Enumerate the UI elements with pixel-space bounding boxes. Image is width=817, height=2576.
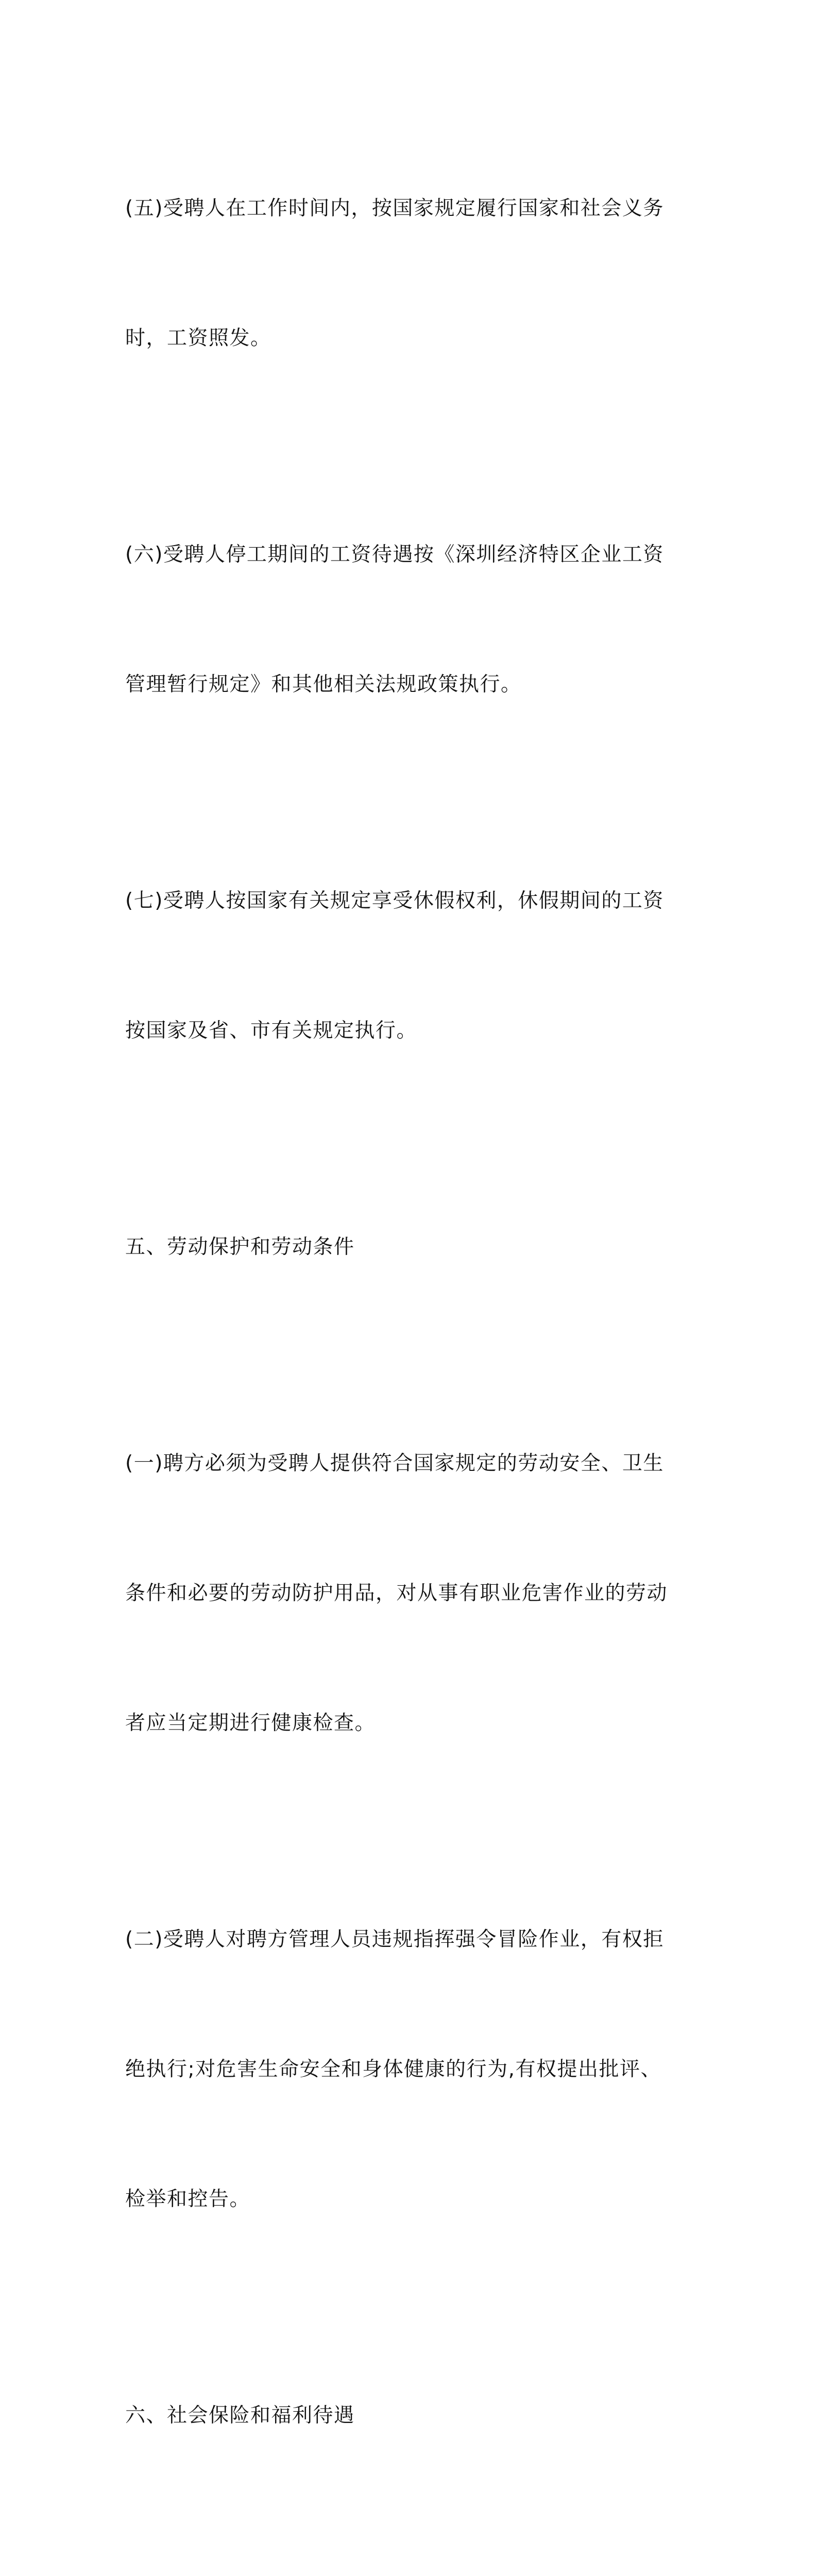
text-line: (六)受聘人停工期间的工资待遇按《深圳经济特区企业工资 <box>125 543 664 566</box>
text-line: 按国家及省、市有关规定执行。 <box>125 1019 418 1042</box>
section-heading: 六、社会保险和福利待遇 <box>125 2404 355 2427</box>
insurance-clause-1-paragraph <box>125 2524 697 2576</box>
document-body <box>125 100 697 2576</box>
labor-clause-1-paragraph <box>125 1355 697 1832</box>
text-line: 条件和必要的劳动防护用品，对从事有职业危害作业的劳动 <box>125 1582 668 1605</box>
text-line: (一)聘方必须为受聘人提供符合国家规定的劳动安全、卫生 <box>125 1452 664 1475</box>
text-line: 者应当定期进行健康检查。 <box>125 1711 376 1735</box>
labor-clause-2-paragraph <box>125 1832 697 2308</box>
clause-5-paragraph <box>125 100 697 447</box>
section-heading: 五、劳动保护和劳动条件 <box>125 1235 355 1259</box>
text-line: (五)受聘人在工作时间内，按国家规定履行国家和社会义务 <box>125 197 664 220</box>
text-line: 绝执行;对危害生命安全和身体健康的行为,有权提出批评、 <box>125 2058 662 2081</box>
text-line: 管理暂行规定》和其他相关法规政策执行。 <box>125 673 522 696</box>
text-line: 检举和控告。 <box>125 2188 251 2211</box>
text-line: 时，工资照发。 <box>125 327 271 350</box>
clause-7-paragraph <box>125 793 697 1139</box>
text-line: (二)受聘人对聘方管理人员违规指挥强令冒险作业，有权拒 <box>125 1928 664 1951</box>
clause-6-paragraph <box>125 447 697 793</box>
text-line: (七)受聘人按国家有关规定享受休假权利，休假期间的工资 <box>125 889 664 912</box>
section-heading-labor-protection <box>125 1139 697 1355</box>
section-heading-social-insurance <box>125 2308 697 2524</box>
